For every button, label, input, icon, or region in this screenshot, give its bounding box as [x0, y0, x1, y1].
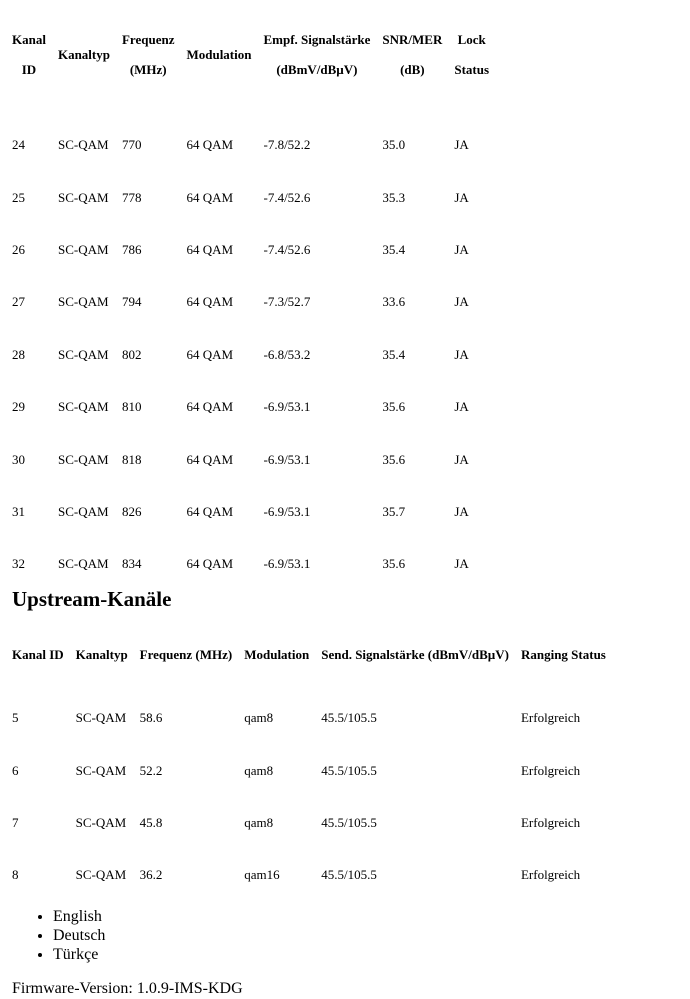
cell-send-signal-strength: 45.5/105.5: [321, 710, 377, 726]
cell-frequency: 794: [121, 294, 142, 310]
table-row: [12, 797, 606, 849]
cell-snr-mer: 35.0: [382, 137, 406, 153]
cell-snr-mer: 35.7: [382, 503, 406, 519]
table-row: [12, 381, 489, 433]
cell-modulation: 64 QAM: [186, 556, 234, 572]
cell-channel-id: 28: [12, 346, 25, 362]
downstream-header-signal-strength: [263, 25, 370, 85]
cell-signal-strength: -6.9/53.1: [263, 451, 311, 467]
header-label: Kanaltyp: [57, 47, 110, 62]
cell-channel-id: 5: [12, 710, 19, 726]
cell-channel-type: SC-QAM: [57, 189, 109, 205]
cell-ranging-status: Erfolgreich: [520, 867, 581, 883]
cell-frequency: 770: [121, 137, 142, 153]
cell-signal-strength: -7.3/52.7: [263, 294, 311, 310]
cell-modulation: qam16: [244, 867, 280, 883]
table-row: [12, 670, 606, 744]
cell-channel-id: 31: [12, 503, 25, 519]
header-unit: ID: [21, 62, 37, 77]
cell-channel-type: SC-QAM: [57, 241, 109, 257]
cell-channel-type: SC-QAM: [75, 814, 127, 830]
header-label: Lock: [457, 32, 486, 47]
cell-channel-id: 30: [12, 451, 25, 467]
cell-channel-type: SC-QAM: [57, 556, 109, 572]
upstream-header-row: [12, 640, 606, 670]
cell-frequency: 36.2: [139, 867, 163, 883]
cell-frequency: 802: [121, 346, 142, 362]
cell-frequency: 58.6: [139, 710, 163, 726]
cell-snr-mer: 35.4: [382, 346, 406, 362]
cell-signal-strength: -7.8/52.2: [263, 137, 311, 153]
cell-modulation: qam8: [244, 762, 274, 778]
cell-channel-id: 26: [12, 241, 25, 257]
cell-snr-mer: 35.6: [382, 556, 406, 572]
upstream-header-send-signal-strength: Send. Signalstärke (dBmV/dBµV): [321, 647, 509, 662]
table-row: [12, 538, 489, 590]
header-label: Kanal: [12, 32, 46, 47]
table-row: [12, 849, 606, 901]
cell-ranging-status: Erfolgreich: [520, 762, 581, 778]
cell-frequency: 818: [121, 451, 142, 467]
cell-channel-type: SC-QAM: [57, 399, 109, 415]
cell-channel-id: 6: [12, 762, 19, 778]
cell-channel-id: 8: [12, 867, 19, 883]
upstream-table-body: [12, 670, 606, 902]
cell-lock-status: JA: [454, 556, 469, 572]
cell-send-signal-strength: 45.5/105.5: [321, 867, 377, 883]
language-item: [53, 926, 105, 945]
table-row: [12, 224, 489, 276]
cell-channel-type: SC-QAM: [75, 867, 127, 883]
downstream-header-channel-type: [58, 25, 110, 85]
downstream-header-channel-id: [12, 25, 46, 85]
cell-signal-strength: -6.9/53.1: [263, 399, 311, 415]
cell-modulation: 64 QAM: [186, 294, 234, 310]
header-unit: (MHz): [129, 62, 167, 77]
header-unit: Status: [454, 62, 490, 77]
cell-channel-id: 32: [12, 556, 25, 572]
cell-modulation: qam8: [244, 710, 274, 726]
cell-modulation: 64 QAM: [186, 399, 234, 415]
downstream-header-row: [12, 25, 489, 85]
table-row: [12, 276, 489, 328]
table-row: [12, 486, 489, 538]
cell-channel-type: SC-QAM: [75, 710, 127, 726]
language-link[interactable]: Deutsch: [53, 927, 106, 944]
table-row: [12, 744, 606, 796]
language-link[interactable]: English: [53, 908, 102, 925]
upstream-channels-table: [0, 640, 618, 902]
cell-send-signal-strength: 45.5/105.5: [321, 814, 377, 830]
cell-frequency: 778: [121, 189, 142, 205]
upstream-header-channel-id: Kanal ID: [12, 647, 64, 662]
cell-frequency: 826: [121, 503, 142, 519]
cell-modulation: 64 QAM: [186, 451, 234, 467]
header-unit: (dB): [400, 62, 425, 77]
cell-channel-type: SC-QAM: [57, 346, 109, 362]
cell-channel-id: 29: [12, 399, 25, 415]
downstream-header-snr-mer: [382, 25, 442, 85]
cell-signal-strength: -7.4/52.6: [263, 189, 311, 205]
upstream-section-title: Upstream-Kanäle: [12, 587, 172, 611]
cell-modulation: 64 QAM: [186, 346, 234, 362]
language-link[interactable]: Türkçe: [53, 946, 99, 963]
header-unit: (dBmV/dBµV): [276, 62, 358, 77]
cell-channel-type: SC-QAM: [57, 451, 109, 467]
cell-lock-status: JA: [454, 399, 469, 415]
cell-signal-strength: -6.8/53.2: [263, 346, 311, 362]
table-row: [12, 329, 489, 381]
header-label: Modulation: [186, 47, 252, 62]
header-label: SNR/MER: [382, 32, 443, 47]
upstream-header-frequency: Frequenz (MHz): [139, 647, 233, 662]
upstream-header-modulation: Modulation: [244, 647, 310, 662]
cell-channel-type: SC-QAM: [57, 294, 109, 310]
header-label: Empf. Signalstärke: [263, 32, 371, 47]
cell-channel-id: 24: [12, 137, 25, 153]
cell-snr-mer: 35.6: [382, 451, 406, 467]
table-row: [12, 433, 489, 485]
cell-modulation: qam8: [244, 814, 274, 830]
cell-channel-type: SC-QAM: [57, 137, 109, 153]
cell-snr-mer: 35.6: [382, 399, 406, 415]
cell-send-signal-strength: 45.5/105.5: [321, 762, 377, 778]
cell-lock-status: JA: [454, 241, 469, 257]
upstream-header-channel-type: Kanaltyp: [75, 647, 128, 662]
cell-modulation: 64 QAM: [186, 137, 234, 153]
cell-frequency: 45.8: [139, 814, 163, 830]
cell-modulation: 64 QAM: [186, 189, 234, 205]
downstream-header-modulation: [186, 25, 251, 85]
cell-frequency: 52.2: [139, 762, 163, 778]
cell-modulation: 64 QAM: [186, 241, 234, 257]
upstream-header-ranging-status: Ranging Status: [520, 647, 606, 662]
language-list: [12, 907, 105, 964]
cell-signal-strength: -6.9/53.1: [263, 556, 311, 572]
cell-channel-id: 25: [12, 189, 25, 205]
upstream-table-header: [12, 640, 606, 670]
table-row: [12, 171, 489, 223]
cell-lock-status: JA: [454, 346, 469, 362]
downstream-channels-table: [0, 25, 501, 591]
cell-lock-status: JA: [454, 451, 469, 467]
cell-snr-mer: 35.4: [382, 241, 406, 257]
cell-ranging-status: Erfolgreich: [520, 814, 581, 830]
downstream-table-header: [12, 25, 489, 85]
downstream-header-lock-status: [454, 25, 489, 85]
language-item: [53, 945, 105, 964]
header-label: Frequenz: [121, 32, 175, 47]
downstream-header-frequency: [122, 25, 174, 85]
downstream-table-body: [12, 85, 489, 591]
cell-snr-mer: 33.6: [382, 294, 406, 310]
cell-ranging-status: Erfolgreich: [520, 710, 581, 726]
cell-frequency: 810: [121, 399, 142, 415]
table-row: [12, 85, 489, 171]
cell-snr-mer: 35.3: [382, 189, 406, 205]
cell-lock-status: JA: [454, 294, 469, 310]
cell-lock-status: JA: [454, 503, 469, 519]
cell-signal-strength: -6.9/53.1: [263, 503, 311, 519]
cell-frequency: 786: [121, 241, 142, 257]
cell-channel-id: 7: [12, 814, 19, 830]
cell-modulation: 64 QAM: [186, 503, 234, 519]
cell-channel-type: SC-QAM: [57, 503, 109, 519]
cell-lock-status: JA: [454, 189, 469, 205]
cell-channel-id: 27: [12, 294, 25, 310]
cell-channel-type: SC-QAM: [75, 762, 127, 778]
firmware-version: Firmware-Version: 1.0.9-IMS-KDG: [12, 980, 243, 997]
cell-frequency: 834: [121, 556, 142, 572]
cell-lock-status: JA: [454, 137, 469, 153]
cell-signal-strength: -7.4/52.6: [263, 241, 311, 257]
language-item: [53, 907, 105, 926]
